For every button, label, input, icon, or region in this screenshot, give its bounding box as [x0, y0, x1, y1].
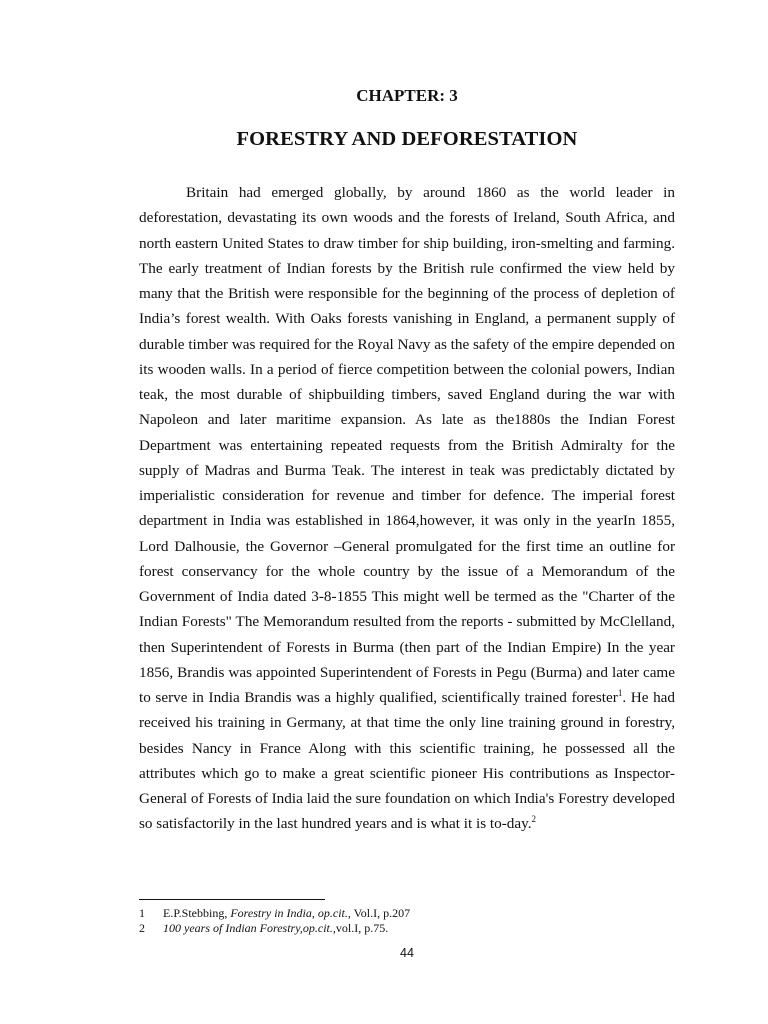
footnote-book-title: Forestry in India	[230, 906, 312, 920]
page-number: 44	[400, 946, 414, 960]
footnote-1	[139, 906, 675, 921]
body-text-part-2: . He had received his training in Germany, at that time the only line training ground in forestry, besides Nancy in France Along with this scientific training, he possessed all the attributes which go to make a great scientific pioneer His contributions as Inspector-General of Forests of India laid the sure foundation on which India's Forestry developed so satisfactorily in the last hundred years and is what it is to-day.	[139, 689, 675, 833]
footnote-divider	[139, 899, 325, 900]
footnote-text	[163, 921, 388, 936]
footnote-ref-2[interactable]: 2	[531, 814, 537, 825]
footnote-text	[163, 906, 410, 921]
footnote-citation: vol.I, p.75.	[335, 920, 389, 935]
footnote-book-title: 100 years of Indian Forestry,op.cit.,	[163, 920, 336, 935]
chapter-title: FORESTRY AND DEFORESTATION	[236, 128, 578, 150]
chapter-label: CHAPTER: 3	[356, 86, 458, 105]
footnote-opcit: op.cit.	[317, 906, 348, 920]
footnote-separator: ,	[311, 906, 318, 920]
footnote-number: 1	[139, 906, 145, 920]
footnote-author: E.P.Stebbing,	[163, 906, 231, 920]
footnote-citation: , Vol.I, p.207	[347, 906, 411, 920]
footnote-number: 2	[139, 920, 145, 935]
footnote-2	[139, 921, 675, 936]
body-text-part-1: Britain had emerged globally, by around 1860 as the world leader in deforestation, devastating its own woods and the forests of Ireland, South Africa, and north eastern United States to draw timber for ship building, iron-smelting and farming. The early treatment of Indian forests by the British rule confirmed the view held by many that the British were responsible for the beginning of the process of depletion of India’s forest wealth. With Oaks forests vanishing in England, a permanent supply of durable timber was required for the Royal Navy as the safety of the empire depended on its wooden walls. In a period of fierce competition between the colonial powers, Indian teak, the most durable of shipbuilding timbers, saved England during the war with Napoleon and later maritime expansion. As late as the1880s the Indian Forest Department was entertaining repeated requests from the British Admiralty for the supply of Madras and Burma Teak. The interest in teak was predictably dictated by imperialistic consideration for revenue and timber for defence. The imperial forest department in India was established in 1864,however, it was only in the yearIn 1855, Lord Dalhousie, the Governor –General promulgated for the first time an outline for forest conservancy for the whole country by the issue of a Memorandum of the Government of India dated 3-8-1855 This might well be termed as the "Charter of the Indian Forests" The Memorandum resulted from the reports - submitted by McClelland, then Superintendent of Forests in Burma (then part of the Indian Empire) In the year 1856, Brandis was appointed Superintendent of Forests in Pegu (Burma) and later came to serve in India Brandis was a highly qualified, scientifically trained forester	[139, 184, 676, 706]
body-paragraph	[139, 180, 675, 837]
footnote-ref-1[interactable]: 1	[617, 687, 623, 698]
footnotes	[139, 906, 675, 935]
